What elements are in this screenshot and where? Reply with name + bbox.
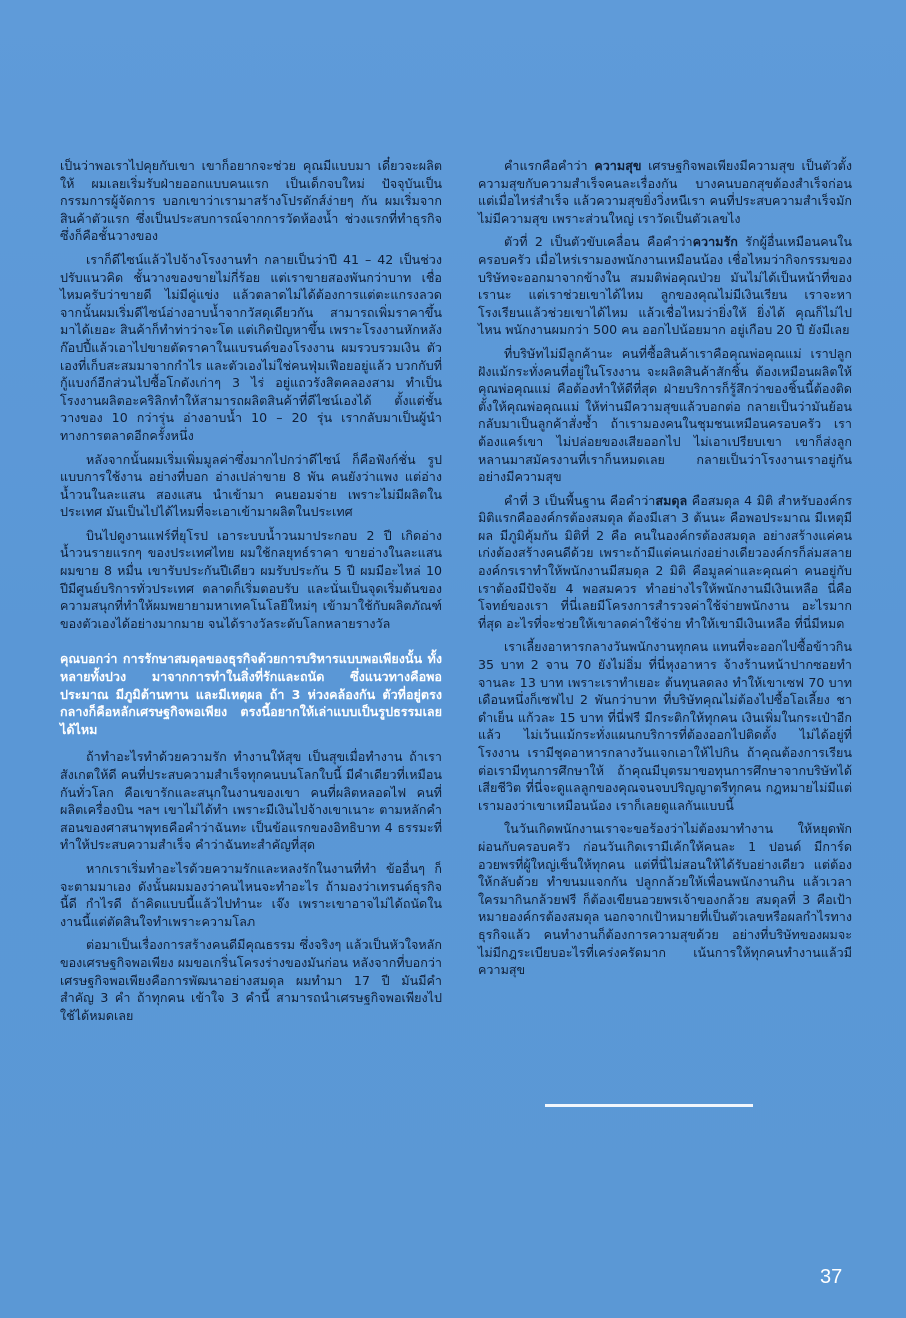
text: ตัวที่ 2 เป็นตัวขับเคลื่อน คือคำว่า — [504, 234, 693, 250]
paragraph: ต่อมาเป็นเรื่องการสร้างคนดีมีคุณธรรม ซึ่งจริงๆ แล้วเป็นหัวใจหลักของเศรษฐกิจพอเพียง ผมขอเกริ่นโครงร่างของมันก่อน หลังจากที่บอกว่าเศรษฐกิจพอเพียงคือการพัฒนาอย่างสมดุล ผมทำมา 17 ปี มันมีคำสำคัญ 3 คำ ถ้าทุกคน เข้าใจ 3 คำนี้ สามารถนำเศรษฐกิจพอเพียงไปใช้ได้หมดเลย — [60, 937, 442, 1023]
text: คือสมดุล 4 มิติ สำหรับองค์กร มิติแรกคือองค์กรต้องสมดุล ต้องมีเสา 3 ต้นนะ คือพอประมาณ มีเหตุมีผล มีภูมิคุ้มกัน มิติที่ 2 คือ คนในองค์กรต้องสมดุล อย่างสร้างแค่คนเก่งต้องสร้างคนดีด้วย เพราะถ้ามีแต่คนเก่งอย่างเดียวองค์กรก็ล่มสลาย องค์กรเราทำให้พนักงานมีสมดุล 2 มิติ คือมูลค่าและคุณค่า คนอยู่กับเราต้องมีปัจจัย 4 พอสมควร ทำอย่างไรให้พนักงานมีเงินเหลือ นี่คือโจทย์ของเรา ที่นี่เลยมีโครงการสำรวจค่าใช้จ่ายพนักงาน อะไรมากที่สุด อะไรที่จะช่วยให้เขาลดค่าใช้จ่าย ทำให้เขามีเงินเหลือ ที่นี่มีหมด — [478, 492, 852, 631]
keyword-happiness: ความสุข — [594, 158, 642, 173]
paragraph: เราเลี้ยงอาหารกลางวันพนักงานทุกคน แทนที่จะออกไปซื้อข้าวกิน 35 บาท 2 จาน 70 ยังไม่อิ่ม ที่นี่หุงอาหาร จ้างร้านหน้าปากซอยทำ จานละ 13 บาท เพราะเราทำเยอะ ต้นทุนลดลง ทำให้เขาเซฟ 70 บาท เดือนหนึ่งก็เซฟไป 2 พันกว่าบาท ที่บริษัทคุณไม่ต้องไปซื้อโอเลี้ยง ชาดำเย็น แก้วละ 15 บาท ที่นี่ฟรี มีกระติกให้ทุกคน เงินเพิ่มในกระเป๋าอีกแล้ว ไม่เว้นแม้กระทั่งแผนกบริการที่ต้องออกไปติดตั้ง ไม่ได้อยู่ที่โรงงาน เรามีชุดอาหารกลางวันแจกเอาให้ไปกิน ถ้าคุณต้องการเรียนต่อเรามีทุนการศึกษาให้ ถ้าคุณมีบุตรมาขอทุนการศึกษาจากบริษัทได้ เสียชีวิต ที่นี่จะดูแลลูกของคุณจนจบปริญญาตรีทุกคน กฎหมายไม่มีแต่เรามองว่าเขาเหมือนน้อง เราก็เลยดูแลกันแบบนี้ — [478, 639, 852, 813]
paragraph: หากเราเริ่มทำอะไรด้วยความรักและหลงรักในงานที่ทำ ข้ออื่นๆ ก็จะตามมาเอง ดังนั้นผมมองว่าคนไหนจะทำอะไร ถ้ามองว่าเทรนด์ธุรกิจนี้ดี กำไรดี ถ้าคิดแบบนี้แล้วไปทำนะ เจ๊ง เพราะเขาอาจไม่ได้ถนัดในงานนี้แต่ตัดสินใจทำเพราะความโลภ — [60, 860, 442, 929]
left-column — [60, 157, 442, 1030]
text: รักผู้อื่นเหมือนคนในครอบครัว เมื่อไหร่เรามองพนักงานเหมือนน้อง เชื่อไหมว่ากิจกรรมของบริษัทจะออกมาจากข้างใน สมมติพ่อคุณป่วย มันไม่ได้เป็นหน้าที่ของเรานะ แต่เราช่วยเขาได้ไหม ลูกของคุณไม่มีเงินเรียน เราจะหาโรงเรียนแล้วช่วยเขาได้ไหม แล้วเชื่อไหมว่ายิ่งให้ ยิ่งได้ คุณก็ไม่ไปไหน พนักงานผมกว่า 500 คน ออกไปน้อยมาก อยู่เกือบ 20 ปี ยังมีเลย — [478, 234, 852, 338]
paragraph: ในวันเกิดพนักงานเราจะขอร้องว่าไม่ต้องมาทำงาน ให้หยุดพักผ่อนกับครอบครัว ก่อนวันเกิดเรามีเค้กให้คนละ 1 ปอนด์ มีการ์ดอวยพรที่ผู้ใหญ่เซ็นให้ทุกคน แต่ที่นี่ไม่สอนให้ได้รับอย่างเดียว แต่ต้องให้กลับด้วย ทำขนมแจกกัน ปลูกกล้วยให้เพื่อนพนักงานกิน แล้วเวลาใครมากินกล้วยฟรี ก็ต้องเขียนอวยพรเจ้าของกล้วย สมดุลที่ 3 คือเป้าหมายองค์กรต้องสมดุล นอกจากเป้าหมายที่เป็นตัวเลขหรือผลกำไรทางธุรกิจแล้ว คนทำงานก็ต้องการความสุขด้วย อย่างที่บริษัทของผมจะไม่มีกฎระเบียบอะไรที่เคร่งครัดมาก เน้นการให้ทุกคนทำงานแล้วมีความสุข — [478, 821, 852, 978]
text: คำแรกคือคำว่า — [504, 158, 595, 173]
end-divider — [545, 1104, 753, 1107]
paragraph: บินไปดูงานแฟร์ที่ยุโรป เอาระบบน้ำวนมาประกอบ 2 ปี เกิดอ่างน้ำวนรายแรกๆ ของประเทศไทย ผมใช้กลยุทธ์ราคา ขายอ่างในละแสนผมขาย 8 หมื่น เขารับประกันปีเดียว ผมรับประกัน 5 ปี ผมมีอะไหล่ 10 ปีมีศูนย์บริการทั่วประเทศ ตลาดก็เริ่มตอบรับ และนั่นเป็นจุดเริ่มต้นของความสนุกที่ทำให้ผมพยายามหาเทคโนโลยีใหม่ๆ เข้ามาใช้กับผลิตภัณฑ์ของตัวเองได้อย่างมากมาย จนได้รางวัลระดับโลกหลายรางวัล — [60, 527, 442, 631]
paragraph: ที่บริษัทไม่มีลูกค้านะ คนที่ซื้อสินค้าเราคือคุณพ่อคุณแม่ เราปลูกฝังแม้กระทั่งคนที่อยู่ในโรงงาน จะผลิตสินค้าสักชิ้น ต้องเหมือนผลิตให้คุณพ่อคุณแม่ คือต้องทำให้ดีที่สุด ฝ่ายบริการก็รู้สึกว่าของชิ้นนี้ต้องติดตั้งให้คุณพ่อคุณแม่ ให้ท่านมีความสุขแล้วบอกต่อ กลายเป็นว่ามันย้อนกลับมาเป็นลูกค้าสั่งซ้ำ ถ้าเรามองคนในชุมชนเหมือนครอบครัว เราต้องแคร์เขา ไม่ปล่อยของเสียออกไป ไม่เอาเปรียบเขา เขาก็ส่งลูกหลานมาสมัครงานที่เราก็นหมดเลย กลายเป็นว่าโรงงานเราอยู่กันอย่างมีความสุข — [478, 345, 852, 485]
interview-question: คุณบอกว่า การรักษาสมดุลของธุรกิจด้วยการบริหารแบบพอเพียงนั้น ทั้งหลายทั้งปวง มาจากการทำในสิ่งที่รักและถนัด ซึ่งแนวทางคือพอประมาณ มีภูมิต้านทาน และมีเหตุผล ถ้า 3 ห่วงคล้องกัน ตัวที่อยู่ตรงกลางก็คือหลักเศรษฐกิจพอเพียง ตรงนี้อยากให้เล่าแบบเป็นรูปธรรมเลยได้ไหม — [60, 651, 442, 737]
paragraph: หลังจากนั้นผมเริ่มเพิ่มมูลค่าซึ่งมากไปกว่าดีไซน์ ก็คือฟังก์ชั่น รูปแบบการใช้งาน อย่างที่บอก อ่างเปล่าขาย 8 พัน คนยังว่าแพง แต่อ่างน้ำวนในละแสน สองแสน นำเข้ามา คนยอมจ่าย เพราะไม่มีผลิตในประเทศ มันเป็นไปได้ไหมที่จะเอาเข้ามาผลิตในประเทศ — [60, 451, 442, 520]
keyword-love: ความรัก — [692, 234, 738, 250]
paragraph — [478, 492, 852, 633]
paragraph: เป็นว่าพอเราไปคุยกับเขา เขาก็อยากจะช่วย คุณมีแบบมา เดี๋ยวจะผลิตให้ ผมเลยเริ่มรับฝ่ายออกแบบคนแรก เป็นเด็กจบใหม่ ปัจจุบันเป็นกรรมการผู้จัดการ บอกเขาว่าเรามาสร้างโปรดักส์ง่ายๆ กัน ผมเริ่มจากสินค้าตัวแรก ซึ่งเป็นประสบการณ์จากการวัดห้องน้ำ ช่วงแรกที่ทำธุรกิจซึ่งก็คือชั้นวางของ — [60, 158, 442, 244]
text: เศรษฐกิจพอเพียงมีความสุข เป็นตัวตั้ง ความสุขกับความสำเร็จคนละเรื่องกัน บางคนบอกสุขต้องสำเร็จก่อน แต่เมื่อไหร่สำเร็จ แล้วความสุขยิ่งวิ่งหนีเรา คนที่ประสบความสำเร็จมักไม่มีความสุข เพราะส่วนใหญ่ เราวัดเป็นตัวเลขไง — [478, 158, 852, 226]
page-number: 37 — [820, 1266, 843, 1288]
paragraph: เราก็ดีไซน์แล้วไปจ้างโรงงานทำ กลายเป็นว่าปี 41 – 42 เป็นช่วงปรับแนวคิด ชั้นวางของขายไม่กี่ร้อย แต่เราขายสองพันกว่าบาท เชื่อไหมครับว่าขายดี ไม่มีคู่แข่ง แล้วตลาดไม่ได้ต้องการแต่ตะแกรงลวด จากนั้นผมเริ่มดีไซน์อ่างอาบน้ำจากวัสดุเดียวกัน สามารถเพิ่มราคาขึ้นมาได้เยอะ สินค้าก็ทำท่าว่าจะโต แต่เกิดปัญหาขึ้น เพราะโรงงานหักหลัง ก๊อปปี้แล้วเอาไปขายตัดราคาในแบรนด์ของโรงงาน ผมรวบรวมเงิน ตัวเองที่เก็บสะสมมาจากกำไร และตัวเองไม่ใช่คนฟุ่มเฟือยอยู่แล้ว บวกกับที่กู้แบงก์อีกส่วนไปซื้อโกดังเก่าๆ 3 ไร่ อยู่แถวรังสิตคลองสาม ทำเป็นโรงงานผลิตอะคริลิกทำให้สามารถผลิตสินค้าที่ดีไซน์เองได้ ตั้งแต่ชั้นวางของ 10 กว่ารุ่น อ่างอาบน้ำ 10 – 20 รุ่น เรากลับมาเป็นผู้นำทางการตลาดอีกครั้งหนึ่ง — [60, 251, 443, 443]
paragraph — [478, 233, 852, 339]
text: คำที่ 3 เป็นพื้นฐาน คือคำว่า — [504, 492, 656, 508]
paragraph — [478, 157, 852, 227]
paragraph: ถ้าทำอะไรทำด้วยความรัก ทำงานให้สุข เป็นสุขเมื่อทำงาน ถ้าเราสังเกตให้ดี คนที่ประสบความสำเร็จทุกคนบนโลกใบนี้ มีคำเดียวที่เหมือนกันทั่วโลก คือเขารักและสนุกในงานของเขา คนที่ผลิตหลอดไฟ คนที่ผลิตเครื่องบิน ฯลฯ เขาไม่ได้ทำ เพราะมีเงินไปจ้างเขาเนาะ ตามหลักคำสอนของศาสนาพุทธคือคำว่าฉันทะ เป็นข้อแรกของอิทธิบาท 4 ธรรมะที่ทำให้ประสบความสำเร็จ คำว่าฉันทะสำคัญที่สุด — [60, 749, 442, 853]
keyword-balance: สมดุล — [655, 492, 688, 508]
right-column — [478, 157, 852, 985]
